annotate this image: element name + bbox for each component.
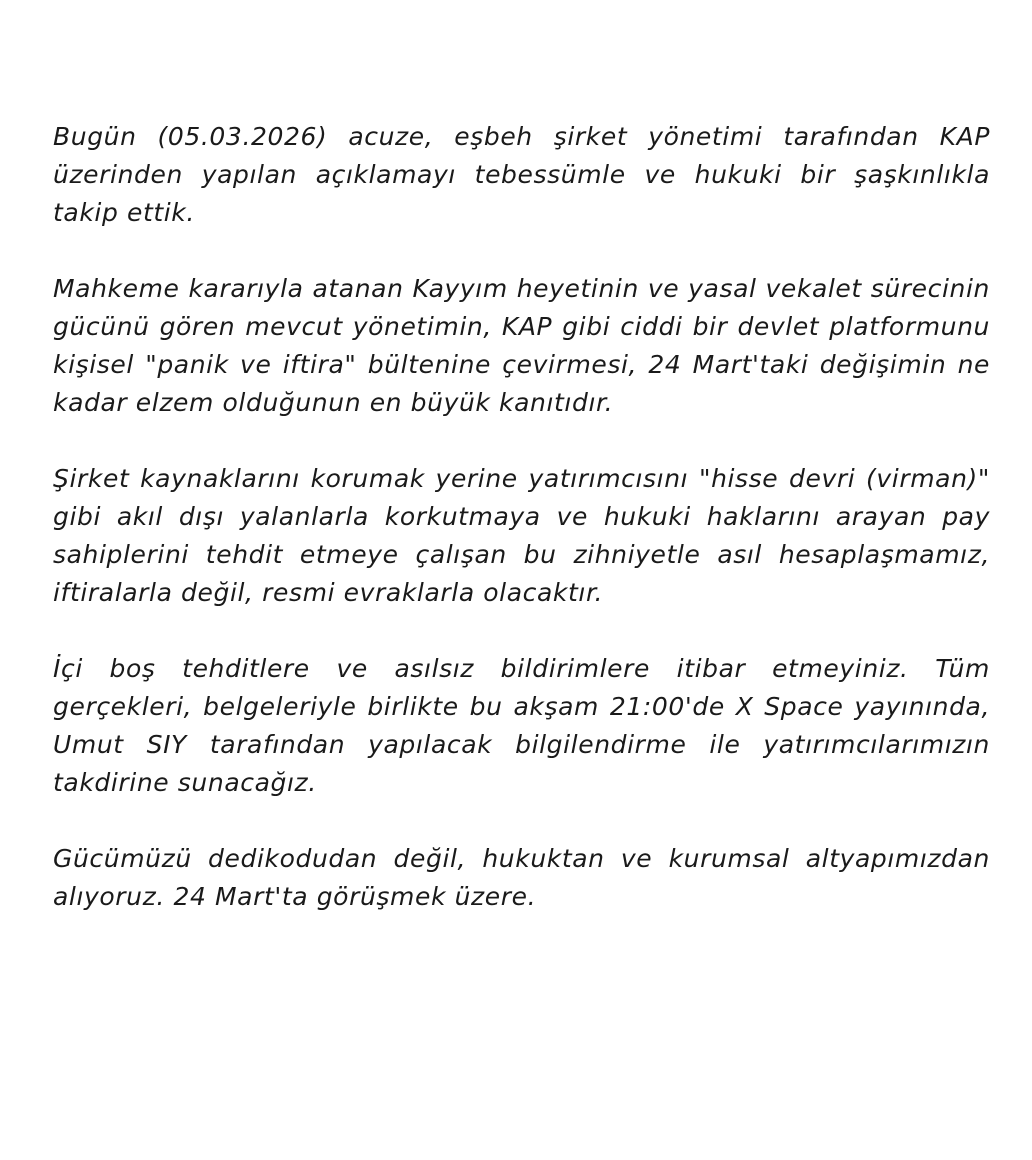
statement-body	[53, 118, 990, 916]
paragraph-5: Gücümüzü dedikodudan değil, hukuktan ve kurumsal altyapımızdan alıyoruz. 24 Mart'ta görüşmek üzere.	[53, 844, 990, 911]
paragraph-4: İçi boş tehditlere ve asılsız bildirimlere itibar etmeyiniz. Tüm gerçekleri, belgeleriyle birlikte bu akşam 21:00'de X Space yayınında, Umut SIY tarafından yapılacak bilgilendirme ile yatırımcılarımızın takdirine sunacağız.	[53, 654, 990, 797]
paragraph-3: Şirket kaynaklarını korumak yerine yatırımcısını "hisse devri (virman)" gibi akıl dışı yalanlarla korkutmaya ve hukuki haklarını arayan pay sahiplerini tehdit etmeye çalışan bu zihniyetle asıl hesaplaşmamız, iftiralarla değil, resmi evraklarla olacaktır.	[53, 464, 990, 607]
paragraph-1: Bugün (05.03.2026) acuze, eşbeh şirket yönetimi tarafından KAP üzerinden yapılan açıklamayı tebessümle ve hukuki bir şaşkınlıkla takip ettik.	[53, 122, 990, 227]
paragraph-2: Mahkeme kararıyla atanan Kayyım heyetinin ve yasal vekalet sürecinin gücünü gören mevcut yönetimin, KAP gibi ciddi bir devlet platformunu kişisel "panik ve iftira" bültenine çevirmesi, 24 Mart'taki değişimin ne kadar elzem olduğunun en büyük kanıtıdır.	[53, 274, 990, 417]
